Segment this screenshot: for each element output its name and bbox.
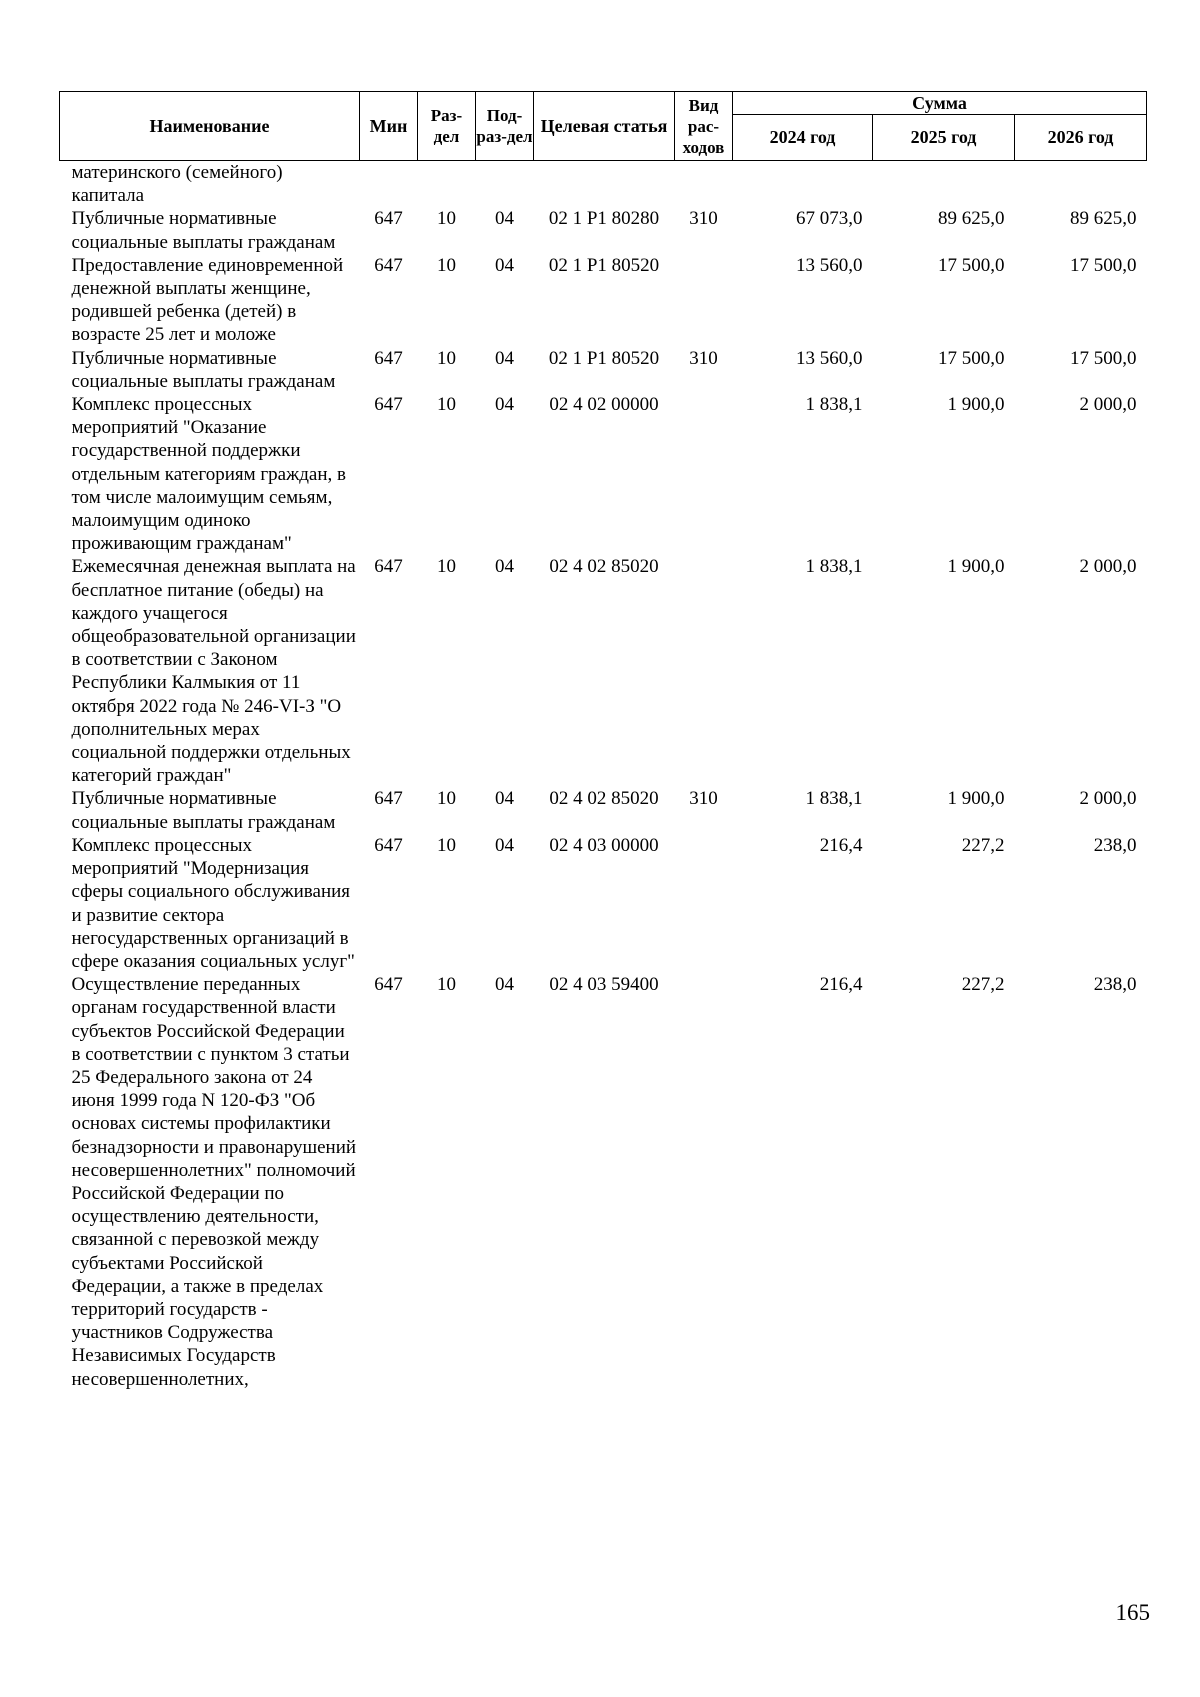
cell-name: Комплекс процессных мероприятий "Модернизация сферы социального обслуживания и развитие сектора негосударственных организаций в сфере оказания социальных услуг" (71, 834, 355, 972)
cell-2024 (733, 161, 873, 208)
cell-celevaya: 02 4 02 85020 (549, 788, 659, 810)
cell-min: 647 (374, 556, 403, 578)
page-number: 165 (1115, 1600, 1150, 1625)
table-row (60, 254, 1147, 347)
cell-celevaya: 02 1 P1 80280 (548, 208, 660, 230)
table-row (60, 973, 1147, 1391)
cell-celevaya: 02 4 03 59400 (549, 974, 659, 996)
table-row (60, 393, 1147, 555)
cell-razdel: 10 (437, 394, 456, 416)
cell-podrazdel: 04 (495, 347, 514, 369)
cell-celevaya (534, 161, 675, 208)
cell-vid: 310 (689, 208, 718, 230)
cell-vid: 310 (689, 788, 718, 810)
cell-min: 647 (374, 788, 403, 810)
cell-podrazdel: 04 (495, 254, 514, 276)
cell-podrazdel: 04 (495, 974, 514, 996)
table-header (60, 92, 1147, 161)
cell-vid (675, 393, 733, 555)
cell-razdel: 10 (437, 208, 456, 230)
cell-vid (675, 555, 733, 787)
cell-2024: 216,4 (819, 974, 863, 996)
cell-podrazdel: 04 (495, 788, 514, 810)
header-podrazdel: Под-раз-дел (476, 92, 534, 161)
table-row (60, 207, 1147, 253)
cell-podrazdel: 04 (495, 556, 514, 578)
cell-vid (675, 834, 733, 973)
header-2024: 2024 год (733, 115, 873, 161)
cell-min (360, 161, 418, 208)
cell-min: 647 (374, 834, 403, 856)
cell-razdel: 10 (437, 834, 456, 856)
cell-name: Ежемесячная денежная выплата на бесплатное питание (обеды) на каждого учащегося общеобразовательной организации в соответствии с Законом Республики Калмыкия от 11 октября 2022 года № 246-VI-З "О дополнительных мерах социальной поддержки отдельных категорий граждан" (71, 556, 356, 787)
cell-2025: 227,2 (961, 974, 1005, 996)
header-min: Мин (360, 92, 418, 161)
cell-podrazdel: 04 (495, 834, 514, 856)
table-row (60, 161, 1147, 208)
cell-celevaya: 02 4 03 00000 (549, 834, 659, 856)
table-row (60, 787, 1147, 833)
cell-vid: 310 (689, 347, 718, 369)
cell-vid (675, 254, 733, 347)
cell-2024: 1 838,1 (805, 788, 863, 810)
cell-razdel: 10 (437, 347, 456, 369)
cell-2026: 17 500,0 (1070, 254, 1137, 276)
cell-celevaya: 02 1 P1 80520 (548, 347, 660, 369)
cell-razdel: 10 (437, 788, 456, 810)
cell-2025: 1 900,0 (947, 788, 1005, 810)
cell-2026: 2 000,0 (1079, 556, 1137, 578)
header-razdel: Раз-дел (418, 92, 476, 161)
cell-2024: 13 560,0 (796, 347, 863, 369)
cell-2025: 17 500,0 (938, 347, 1005, 369)
table-row (60, 555, 1147, 787)
table-body (60, 161, 1147, 1391)
cell-2024: 1 838,1 (805, 556, 863, 578)
header-name: Наименование (60, 92, 360, 161)
cell-razdel: 10 (437, 254, 456, 276)
table-row (60, 834, 1147, 973)
cell-celevaya: 02 4 02 85020 (549, 556, 659, 578)
header-summa: Сумма (733, 92, 1147, 115)
cell-podrazdel: 04 (495, 394, 514, 416)
cell-podrazdel: 04 (495, 208, 514, 230)
budget-table-page (59, 91, 1146, 1391)
header-2026: 2026 год (1015, 115, 1147, 161)
cell-2024: 216,4 (819, 834, 863, 856)
cell-2024: 1 838,1 (805, 394, 863, 416)
cell-2026: 238,0 (1093, 974, 1137, 996)
cell-razdel: 10 (437, 974, 456, 996)
cell-name: материнского (семейного) капитала (71, 162, 283, 207)
cell-name: Осуществление переданных органам государственной власти субъектов Российской Федерации в соответствии с пунктом 3 статьи 25 Федерального закона от 24 июня 1999 года N 120-ФЗ "Об основах системы профилактики безнадзорности и правонарушений несовершеннолетних" полномочий Российской Федерации по осуществлению деятельности, связанной с перевозкой между субъектами Российской Федерации, а также в пределах территорий государств - участников Содружества Независимых Государств несовершеннолетних, (71, 974, 357, 1390)
cell-2025: 1 900,0 (947, 556, 1005, 578)
cell-2025: 227,2 (961, 834, 1005, 856)
cell-2026: 2 000,0 (1079, 788, 1137, 810)
cell-name: Публичные нормативные социальные выплаты гражданам (71, 347, 336, 392)
cell-min: 647 (374, 974, 403, 996)
cell-min: 647 (374, 394, 403, 416)
cell-celevaya: 02 1 P1 80520 (548, 254, 660, 276)
cell-2025: 89 625,0 (938, 208, 1005, 230)
cell-min: 647 (374, 347, 403, 369)
cell-name: Публичные нормативные социальные выплаты гражданам (71, 208, 336, 253)
cell-2024: 13 560,0 (796, 254, 863, 276)
budget-table (59, 91, 1147, 1391)
cell-razdel (418, 161, 476, 208)
header-vid: Вид рас-ходов (675, 92, 733, 161)
cell-celevaya: 02 4 02 00000 (549, 394, 659, 416)
cell-vid (675, 161, 733, 208)
cell-2024: 67 073,0 (796, 208, 863, 230)
cell-2026: 238,0 (1093, 834, 1137, 856)
cell-2026: 17 500,0 (1070, 347, 1137, 369)
cell-2025: 1 900,0 (947, 394, 1005, 416)
cell-min: 647 (374, 208, 403, 230)
header-celevaya: Целевая статья (534, 92, 675, 161)
cell-name: Комплекс процессных мероприятий "Оказание государственной поддержки отдельным категориям граждан, в том числе малоимущим семьям, малоимущим одиноко проживающим гражданам" (71, 394, 346, 555)
cell-2026: 89 625,0 (1070, 208, 1137, 230)
cell-2026 (1015, 161, 1147, 208)
cell-name: Предоставление единовременной денежной выплаты женщине, родившей ребенка (детей) в возрасте 25 лет и моложе (71, 254, 344, 346)
cell-vid (675, 973, 733, 1391)
cell-min: 647 (374, 254, 403, 276)
cell-2025 (873, 161, 1015, 208)
header-2025: 2025 год (873, 115, 1015, 161)
cell-2026: 2 000,0 (1079, 394, 1137, 416)
cell-razdel: 10 (437, 556, 456, 578)
cell-2025: 17 500,0 (938, 254, 1005, 276)
cell-podrazdel (476, 161, 534, 208)
table-row (60, 347, 1147, 393)
cell-name: Публичные нормативные социальные выплаты гражданам (71, 788, 336, 833)
